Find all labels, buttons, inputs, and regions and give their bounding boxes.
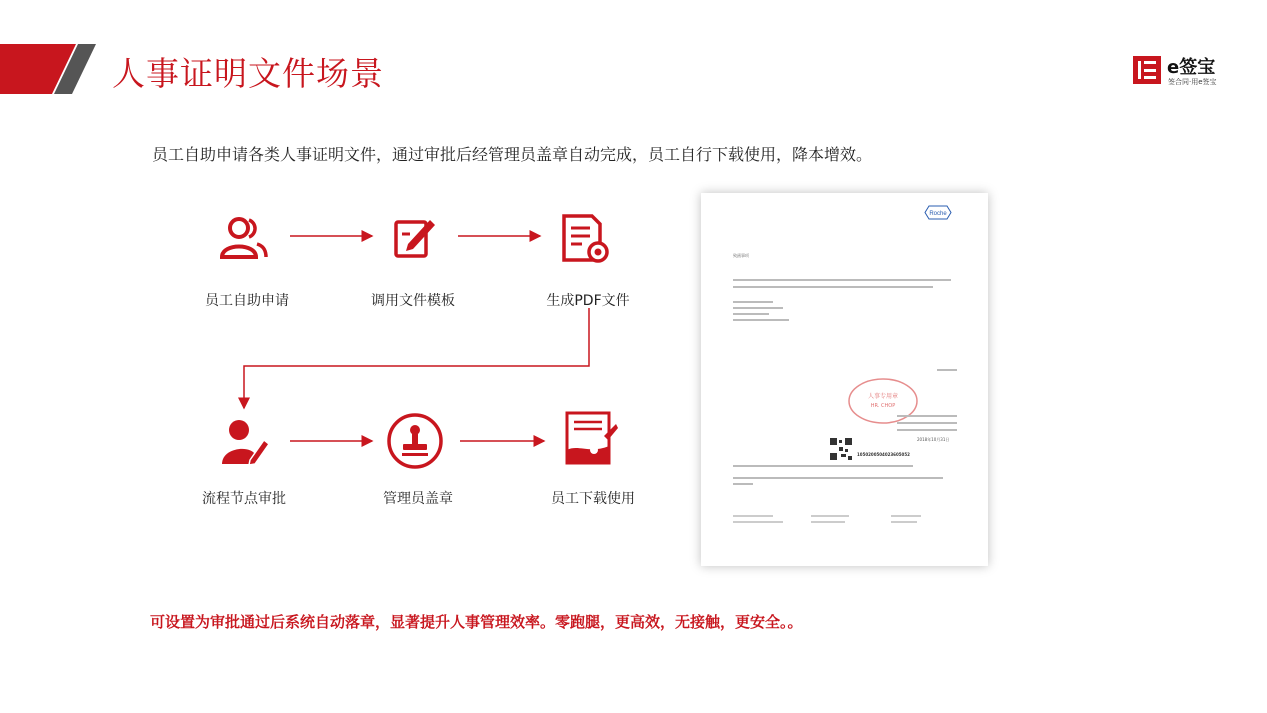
stamp-icon <box>386 412 444 470</box>
roche-logo-text: Roche <box>929 211 947 217</box>
step-label-6: 员工下载使用 <box>551 491 635 507</box>
user-sign-icon <box>220 418 270 466</box>
edit-document-icon <box>392 214 438 260</box>
user-group-icon <box>219 215 269 261</box>
step-label-2: 调用文件模板 <box>371 293 455 309</box>
step-label-1: 员工自助申请 <box>205 293 289 309</box>
step-label-5: 管理员盖章 <box>383 491 453 507</box>
document-seal-icon <box>564 410 618 466</box>
logo-slogan: 签合同·用e签宝 <box>1168 78 1217 86</box>
step-label-4: 流程节点审批 <box>202 491 286 507</box>
footer-highlight-text: 可设置为审批通过后系统自动落章，显著提升人事管理效率。零跑腿，更高效，无接触，更安全。。 <box>150 613 803 631</box>
company-seal-icon <box>843 376 923 426</box>
arrow-3 <box>244 308 589 408</box>
doc-heading: 致函事项 <box>733 253 749 258</box>
seal-text: 人事专用章 <box>867 393 899 400</box>
doc-date: 2018年10月31日 <box>917 437 950 442</box>
qr-code-icon <box>829 437 853 461</box>
qr-number: 1050200504023605052 <box>857 452 910 457</box>
step-label-3: 生成PDF文件 <box>546 293 630 309</box>
logo-name: e签宝 <box>1167 57 1216 78</box>
sample-certificate-image <box>701 193 988 566</box>
pdf-file-icon <box>560 212 612 264</box>
roche-logo-icon <box>924 205 952 220</box>
page-title: 人事证明文件场景 <box>112 54 384 93</box>
intro-text: 员工自助申请各类人事证明文件，通过审批后经管理员盖章自动完成，员工自行下载使用，降本增效。 <box>152 145 873 164</box>
seal-sub: HR. CHOP <box>870 403 896 409</box>
